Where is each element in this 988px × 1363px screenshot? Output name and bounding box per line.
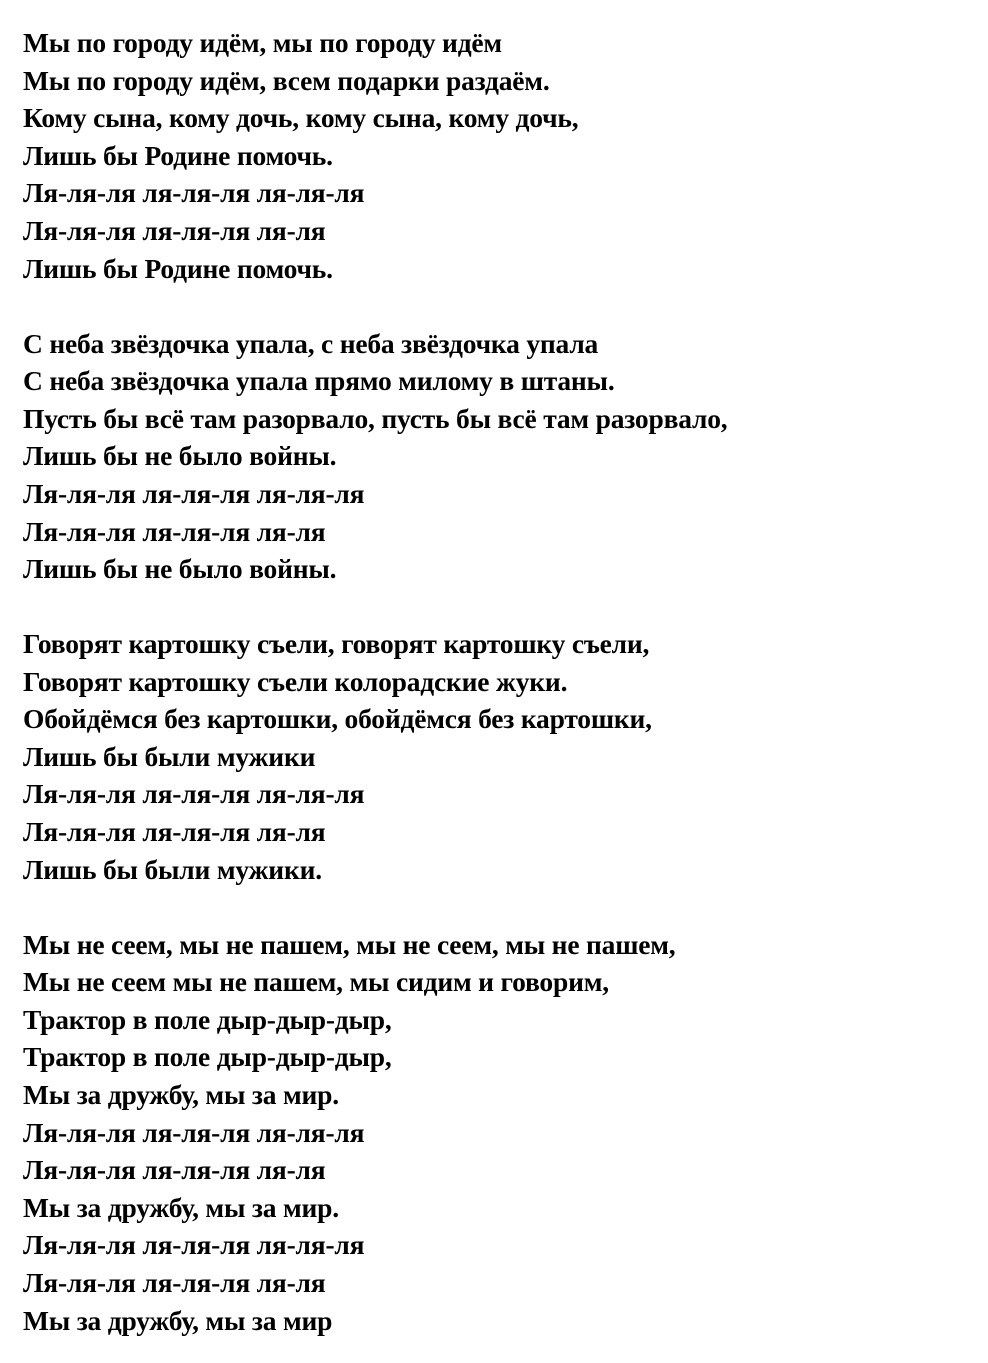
lyric-line: Трактор в поле дыр-дыр-дыр,	[23, 1041, 392, 1073]
lyric-line: С неба звёздочка упала прямо милому в штаны.	[23, 365, 615, 397]
lyric-line: Ля-ля-ля ля-ля-ля ля-ля-ля	[23, 778, 365, 810]
lyric-line: Ля-ля-ля ля-ля-ля ля-ля	[23, 816, 326, 848]
lyric-line: Ля-ля-ля ля-ля-ля ля-ля	[23, 515, 326, 547]
lyric-line: Ля-ля-ля ля-ля-ля ля-ля-ля	[23, 477, 365, 509]
stanza-3	[23, 625, 963, 888]
lyric-line: Мы за дружбу, мы за мир.	[23, 1191, 339, 1223]
lyric-line: Лишь бы Родине помочь.	[23, 252, 333, 284]
lyric-line: Ля-ля-ля ля-ля-ля ля-ля	[23, 214, 326, 246]
lyric-line: Говорят картошку съели колорадские жуки.	[23, 665, 568, 697]
stanza-2	[23, 325, 963, 588]
lyric-line: Ля-ля-ля ля-ля-ля ля-ля-ля	[23, 177, 365, 209]
lyric-line: Ля-ля-ля ля-ля-ля ля-ля	[23, 1266, 326, 1298]
lyric-line: Лишь бы не было войны.	[23, 553, 337, 585]
stanza-4	[23, 926, 963, 1340]
lyric-line: Ля-ля-ля ля-ля-ля ля-ля	[23, 1154, 326, 1186]
song-lyrics	[23, 24, 963, 1339]
lyric-line: Мы не сеем, мы не пашем, мы не сеем, мы не пашем,	[23, 928, 676, 960]
lyric-line: Лишь бы не было войны.	[23, 440, 337, 472]
stanza-1	[23, 24, 963, 287]
lyric-line: Мы за дружбу, мы за мир.	[23, 1079, 339, 1111]
lyric-line: Ля-ля-ля ля-ля-ля ля-ля-ля	[23, 1229, 365, 1261]
lyric-line: Мы за дружбу, мы за мир	[23, 1304, 333, 1336]
lyric-line: Лишь бы Родине помочь.	[23, 139, 333, 171]
lyric-line: Кому сына, кому дочь, кому сына, кому дочь,	[23, 102, 579, 134]
lyric-line: Мы не сеем мы не пашем, мы сидим и говорим,	[23, 966, 609, 998]
lyric-line: Обойдёмся без картошки, обойдёмся без картошки,	[23, 703, 652, 735]
lyric-line: Говорят картошку съели, говорят картошку съели,	[23, 628, 650, 660]
lyric-line: Лишь бы были мужики	[23, 740, 316, 772]
lyric-line: С неба звёздочка упала, с неба звёздочка упала	[23, 327, 599, 359]
lyric-line: Трактор в поле дыр-дыр-дыр,	[23, 1003, 392, 1035]
lyric-line: Мы по городу идём, всем подарки раздаём.	[23, 64, 550, 96]
lyric-line: Мы по городу идём, мы по городу идём	[23, 27, 502, 58]
lyric-line: Пусть бы всё там разорвало, пусть бы всё там разорвало,	[23, 402, 728, 434]
lyric-line: Лишь бы были мужики.	[23, 853, 322, 885]
lyric-line: Ля-ля-ля ля-ля-ля ля-ля-ля	[23, 1116, 365, 1148]
